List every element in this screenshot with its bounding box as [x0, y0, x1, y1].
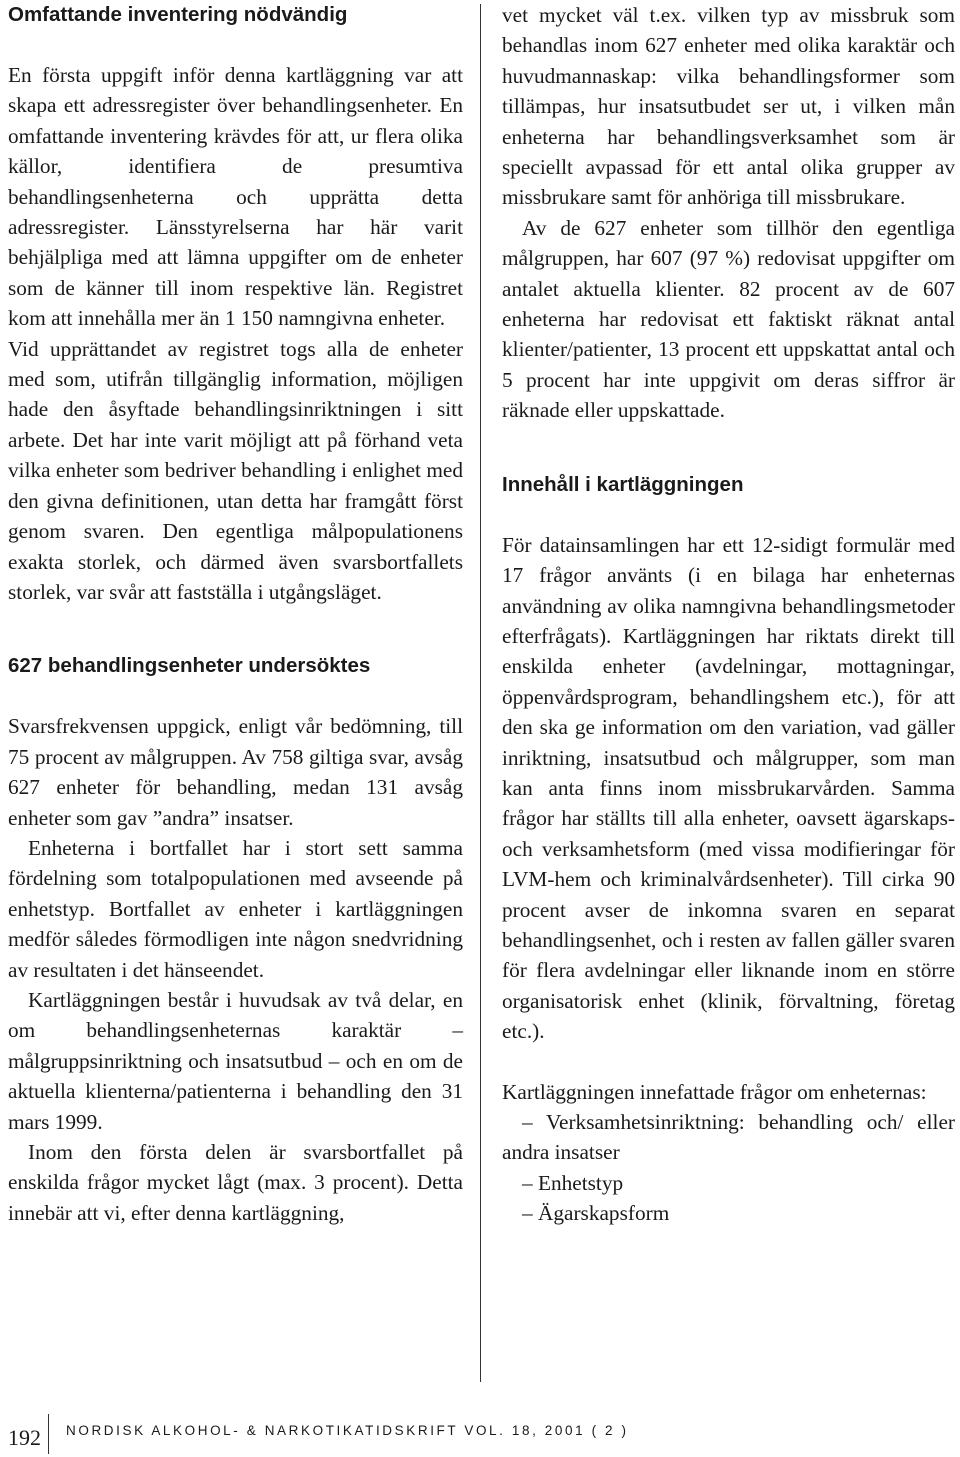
right-column: [502, 0, 955, 1229]
list-item: – Enhetstyp: [522, 1170, 624, 1195]
paragraph: vet mycket väl t.ex. vilken typ av missbruk som behandlas inom 627 enheter med olika karaktär och huvudmannaskap: vilka behandlingsformer som tillämpas, hur insatsutbudet ser ut, i vilken mån enheterna har behandlingsverksamhet som är speciellt avpassad för ett antal olika grupper av missbrukare samt för anhöriga till missbrukare.: [502, 3, 955, 210]
paragraph: Kartläggningen innefattade frågor om enheternas:: [502, 1079, 927, 1104]
list-item: – Ägarskapsform: [522, 1201, 670, 1226]
paragraph: Av de 627 enheter som tillhör den egentliga målgruppen, har 607 (97 %) redovisat uppgifter om antalet aktuella klienter. 82 procent av de 607 enheterna har redovisat ett faktiskt räknat antal klienter/patienter, 13 procent ett uppskattat antal och 5 procent har inte uppgivit om deras siffror är räknade eller uppskattade.: [502, 215, 955, 423]
section-heading-inventering: Omfattande inventering nödvändig: [8, 3, 348, 26]
section-heading-innehall: Innehåll i kartläggningen: [502, 472, 744, 496]
paragraph: Enheterna i bortfallet har i stort sett samma fördelning som totalpopulationen med avseende på enhetstyp. Bortfallet av enheter i kartläggningen medför således förmodligen inte någon snedvridning av resultaten i det hänseendet.: [8, 835, 463, 982]
paragraph: Inom den första delen är svarsbortfallet på enskilda frågor mycket lågt (max. 3 procent). Detta innebär att vi, efter denna kartläggning,: [8, 1140, 463, 1225]
paragraph: Vid upprättandet av registret togs alla de enheter med som, utifrån tillgänglig information, möjligen hade den åsyftade behandlingsinriktningen i sitt arbete. Det har inte varit möjligt att på förhand veta vilka enheter som bedriver behandling i enlighet med den givna definitionen, utan detta har framgått först genom svaren. Den egentliga målpopulationens exakta storlek, och därmed även svarsbortfallets storlek, var svår att fastställa i utgångsläget.: [8, 336, 463, 604]
page-footer: [0, 1408, 960, 1457]
paragraph: En första uppgift inför denna kartläggning var att skapa ett adressregister över behandlingsenheter. En omfattande inventering krävdes för att, ur flera olika källor, identifiera de presumtiva behandlingsenheterna och upprätta detta adressregister. Länsstyrelserna har här varit behjälpliga med att lämna uppgifter om de enheter som de känner till inom respektive län. Registret kom att innehålla mer än 1 150 namngivna enheter.: [8, 63, 463, 331]
section-heading-undersoktes: 627 behandlingsenheter undersöktes: [8, 654, 371, 678]
column-divider: [480, 4, 481, 1382]
journal-name: NORDISK ALKOHOL- & NARKOTIKATIDSKRIFT VOL. 18, 2001 ( 2 ): [66, 1423, 629, 1438]
paragraph: Svarsfrekvensen uppgick, enligt vår bedömning, till 75 procent av målgruppen. Av 758 giltiga svar, avsåg 627 enheter för behandling, medan 131 avsåg enheter som gav ”andra” insatser.: [8, 714, 463, 830]
footer-divider: [48, 1414, 49, 1454]
paragraph: För datainsamlingen har ett 12-sidigt formulär med 17 frågor använts (i en bilaga har enheternas användning av olika namngivna behandlingsmetoder efterfrågats). Kartläggningen har riktats direkt till enskilda enheter (avdelningar, mottagningar, öppenvårdsprogram, behandlingshem etc.), för att den ska ge information om den variation, vad gäller inriktning, insatsutbud och målgrupper, som man kan anta finns inom missbrukarvården. Samma frågor har ställts till alla enheter, oavsett ägarskaps- och verksamhetsform (med vissa modifieringar för LVM-hem och kriminalvårdsenheter). Till cirka 90 procent avser de inkomna svaren en separat behandlingsenhet, och i resten av fallen gäller svaren för flera avdelningar eller liknande inom en större organisatorisk enhet (klinik, förvaltning, företag etc.).: [502, 532, 955, 1044]
list-item: – Verksamhetsinriktning: behandling och/ eller andra insatser: [502, 1110, 955, 1165]
paragraph: Kartläggningen består i huvudsak av två delar, en om behandlingsenheternas karaktär – målgruppsinriktning och insatsutbud – och en om de aktuella klienterna/patienterna i behandling den 31 mars 1999.: [8, 987, 463, 1134]
left-column: [8, 0, 463, 1228]
page-number: 192: [8, 1425, 41, 1450]
